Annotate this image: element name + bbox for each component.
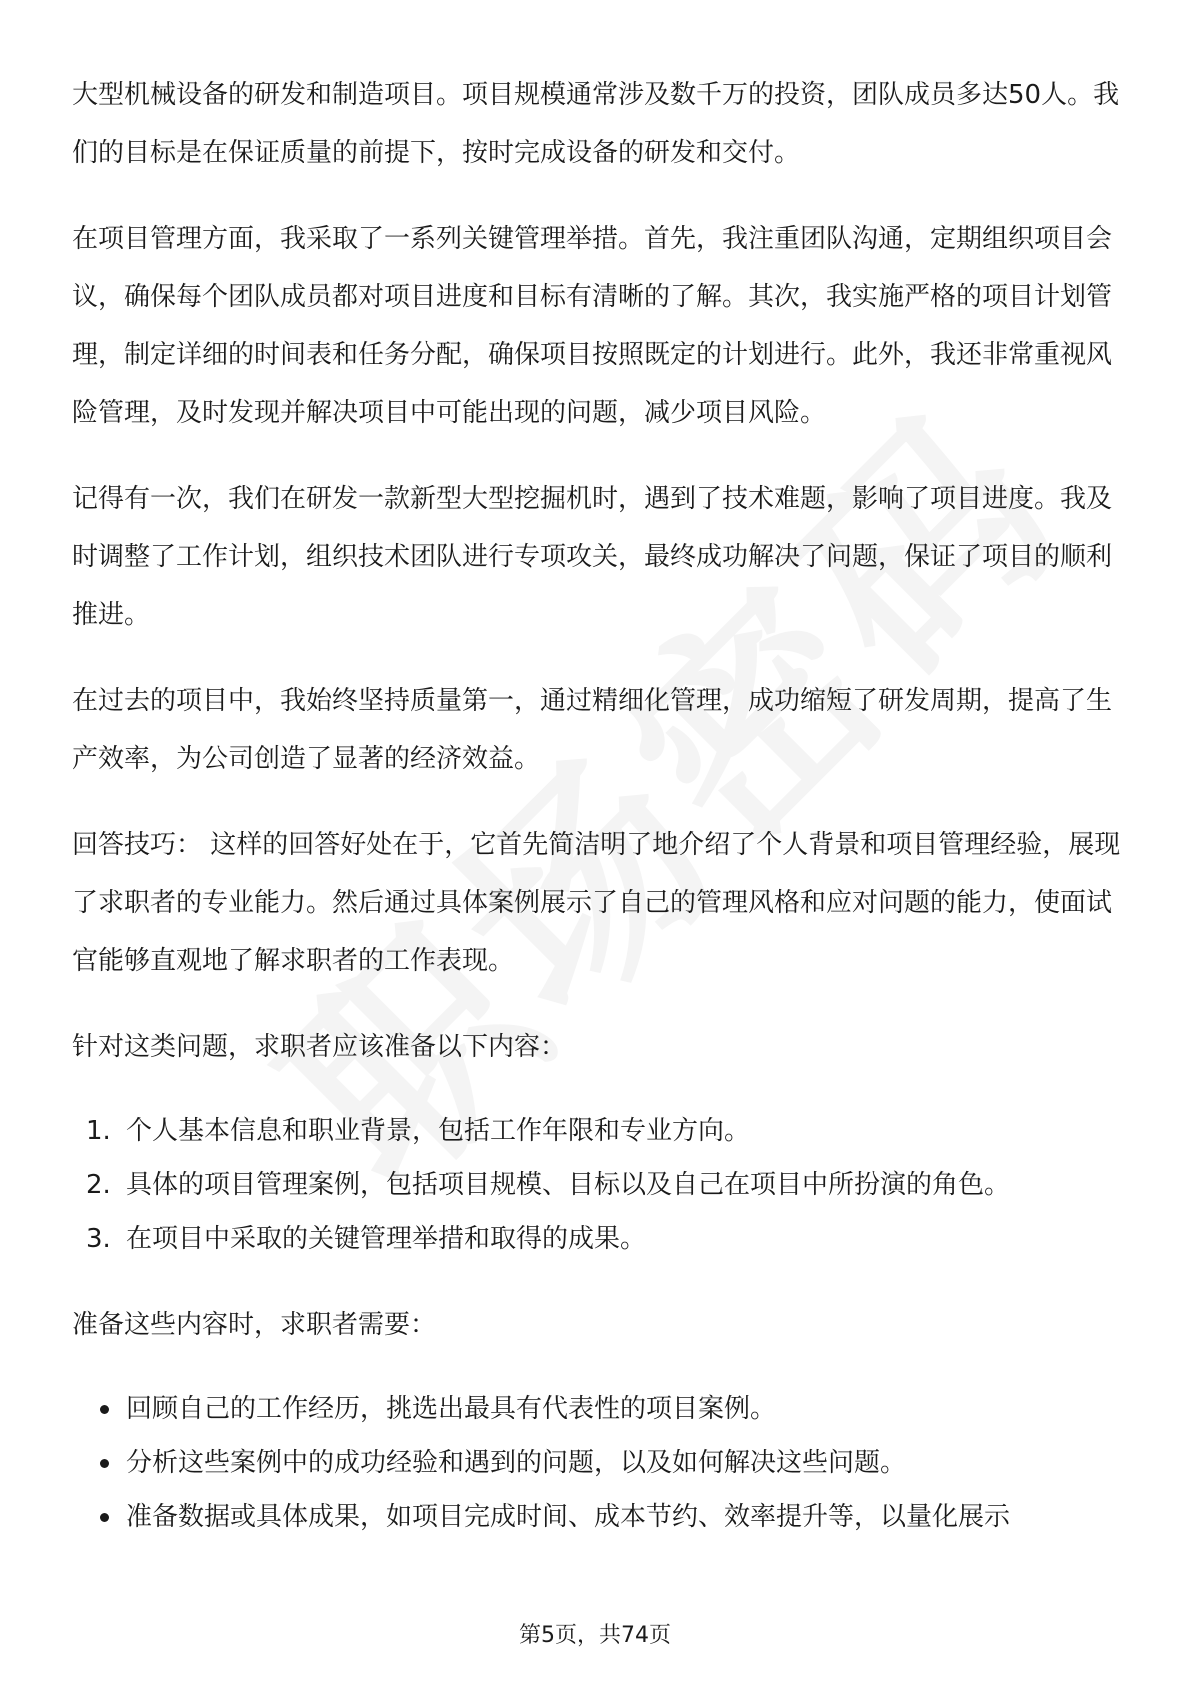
list-item-text: 个人基本信息和职业背景，包括工作年限和专业方向。 <box>126 1116 751 1146</box>
bullet-list <box>72 1382 1128 1544</box>
bullet-dot-icon <box>100 1459 109 1468</box>
list-item <box>72 1212 1128 1266</box>
paragraph-project-intro: 大型机械设备的研发和制造项目。项目规模通常涉及数千万的投资，团队成员多达50人。我们的目标是在保证质量的前提下，按时完成设备的研发和交付。 <box>72 80 1120 168</box>
page-footer: 第5页，共74页 <box>519 1623 671 1648</box>
list-item-text: 具体的项目管理案例，包括项目规模、目标以及自己在项目中所扮演的角色。 <box>126 1170 1011 1200</box>
paragraph-case-example: 记得有一次，我们在研发一款新型大型挖掘机时，遇到了技术难题，影响了项目进度。我及时调整了工作计划，组织技术团队进行专项攻关，最终成功解决了问题，保证了项目的顺利推进。 <box>72 484 1113 630</box>
list-number: 1. <box>86 1116 111 1146</box>
numbered-list <box>72 1104 1128 1266</box>
list-item <box>72 1382 1128 1436</box>
paragraph-prep-needs: 准备这些内容时，求职者需要： <box>72 1310 437 1340</box>
list-item <box>72 1436 1128 1490</box>
paragraph-management-measures: 在项目管理方面，我采取了一系列关键管理举措。首先，我注重团队沟通，定期组织项目会议，确保每个团队成员都对项目进度和目标有清晰的了解。其次，我实施严格的项目计划管理，制定详细的时间表和任务分配，确保项目按照既定的计划进行。此外，我还非常重视风险管理，及时发现并解决项目中可能出现的问题，减少项目风险。 <box>72 224 1113 428</box>
list-item-text: 在项目中采取的关键管理举措和取得的成果。 <box>126 1224 647 1254</box>
list-number: 3. <box>86 1224 111 1254</box>
paragraph-prepare-intro: 针对这类问题，求职者应该准备以下内容： <box>72 1032 567 1062</box>
bullet-dot-icon <box>100 1405 109 1414</box>
list-item-text: 准备数据或具体成果，如项目完成时间、成本节约、效率提升等，以量化展示 <box>126 1502 1011 1532</box>
bullet-dot-icon <box>100 1513 109 1522</box>
list-item <box>72 1158 1128 1212</box>
list-item <box>72 1490 1128 1544</box>
list-item <box>72 1104 1128 1158</box>
list-item-text: 回顾自己的工作经历，挑选出最具有代表性的项目案例。 <box>126 1394 777 1424</box>
paragraph-answer-tips: 回答技巧： 这样的回答好处在于，它首先简洁明了地介绍了个人背景和项目管理经验，展现了求职者的专业能力。然后通过具体案例展示了自己的管理风格和应对问题的能力，使面试官能够直观地了解求职者的工作表现。 <box>72 830 1121 976</box>
document-body <box>72 66 1128 1574</box>
list-item-text: 分析这些案例中的成功经验和遇到的问题，以及如何解决这些问题。 <box>126 1448 907 1478</box>
paragraph-achievements: 在过去的项目中，我始终坚持质量第一，通过精细化管理，成功缩短了研发周期，提高了生产效率，为公司创造了显著的经济效益。 <box>72 686 1113 774</box>
list-number: 2. <box>86 1170 111 1200</box>
